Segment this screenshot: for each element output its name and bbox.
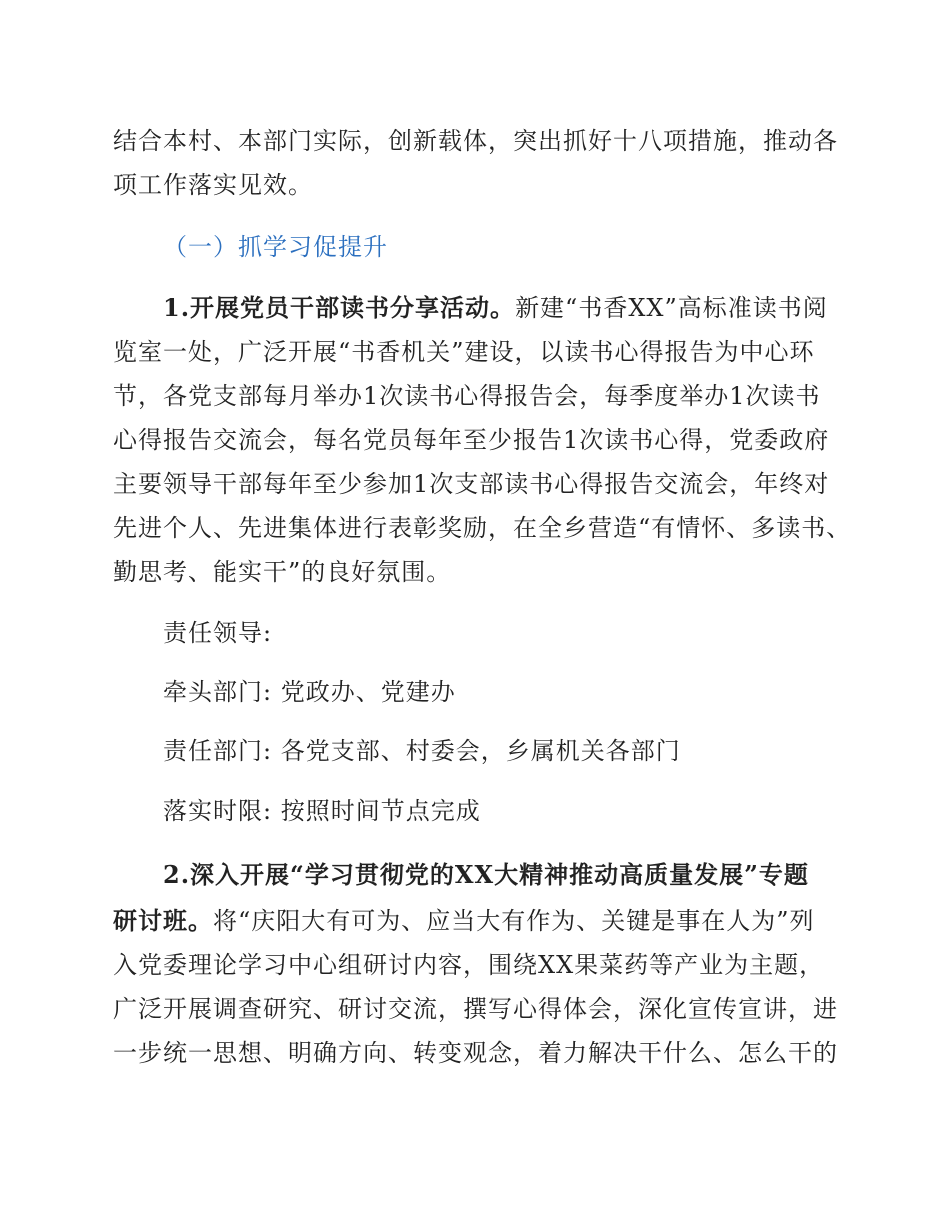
section-heading: （一）抓学习促提升: [163, 233, 388, 261]
item1-line-7: 勤思考、能实干”的良好氛围。: [113, 558, 452, 586]
item2-line-3: 入党委理论学习中心组研讨内容，围绕XX果菜药等产业为主题，: [113, 951, 825, 979]
item1-line-4: 心得报告交流会，每名党员每年至少报告1次读书心得，党委政府: [113, 426, 830, 454]
intro-line-2: 项工作落实见效。: [113, 171, 313, 199]
responsible-department: 责任部门: 各党支部、村委会，乡属机关各部门: [163, 737, 681, 765]
item2-title-line-1: 2.深入开展“学习贯彻党的XX大精神推动高质量发展”专题: [163, 860, 809, 889]
item1-line-5: 主要领导干部每年至少参加1次支部读书心得报告交流会，年终对: [113, 470, 830, 498]
item1-line-1: [163, 293, 828, 323]
item2-title-line-2: 研讨班。: [113, 906, 213, 935]
lead-department: 牵头部门: 党政办、党建办: [163, 678, 456, 706]
item1-line-3: 节，各党支部每月举办1次读书心得报告会，每季度举办1次读书: [113, 382, 821, 410]
item2-line-2: [113, 906, 815, 936]
responsible-leader: 责任领导:: [163, 619, 273, 647]
item1-line-1-rest: 新建“书香XX”高标准读书阅: [515, 294, 828, 322]
deadline: 落实时限: 按照时间节点完成: [163, 797, 481, 825]
item1-line-6: 先进个人、先进集体进行表彰奖励，在全乡营造“有情怀、多读书、: [113, 514, 852, 542]
intro-line-1: 结合本村、本部门实际，创新载体，突出抓好十八项措施，推动各: [113, 127, 838, 155]
item2-line-5: 一步统一思想、明确方向、转变观念，着力解决干什么、怎么干的: [113, 1039, 838, 1067]
item1-title: 1.开展党员干部读书分享活动。: [163, 293, 516, 322]
item1-line-2: 览室一处，广泛开展“书香机关”建设，以读书心得报告为中心环: [113, 338, 815, 366]
item2-line-4: 广泛开展调查研究、研讨交流，撰写心得体会，深化宣传宣讲，进: [113, 995, 838, 1023]
item2-line-2-rest: 将“庆阳大有可为、应当大有作为、关键是事在人为”列: [213, 907, 815, 935]
